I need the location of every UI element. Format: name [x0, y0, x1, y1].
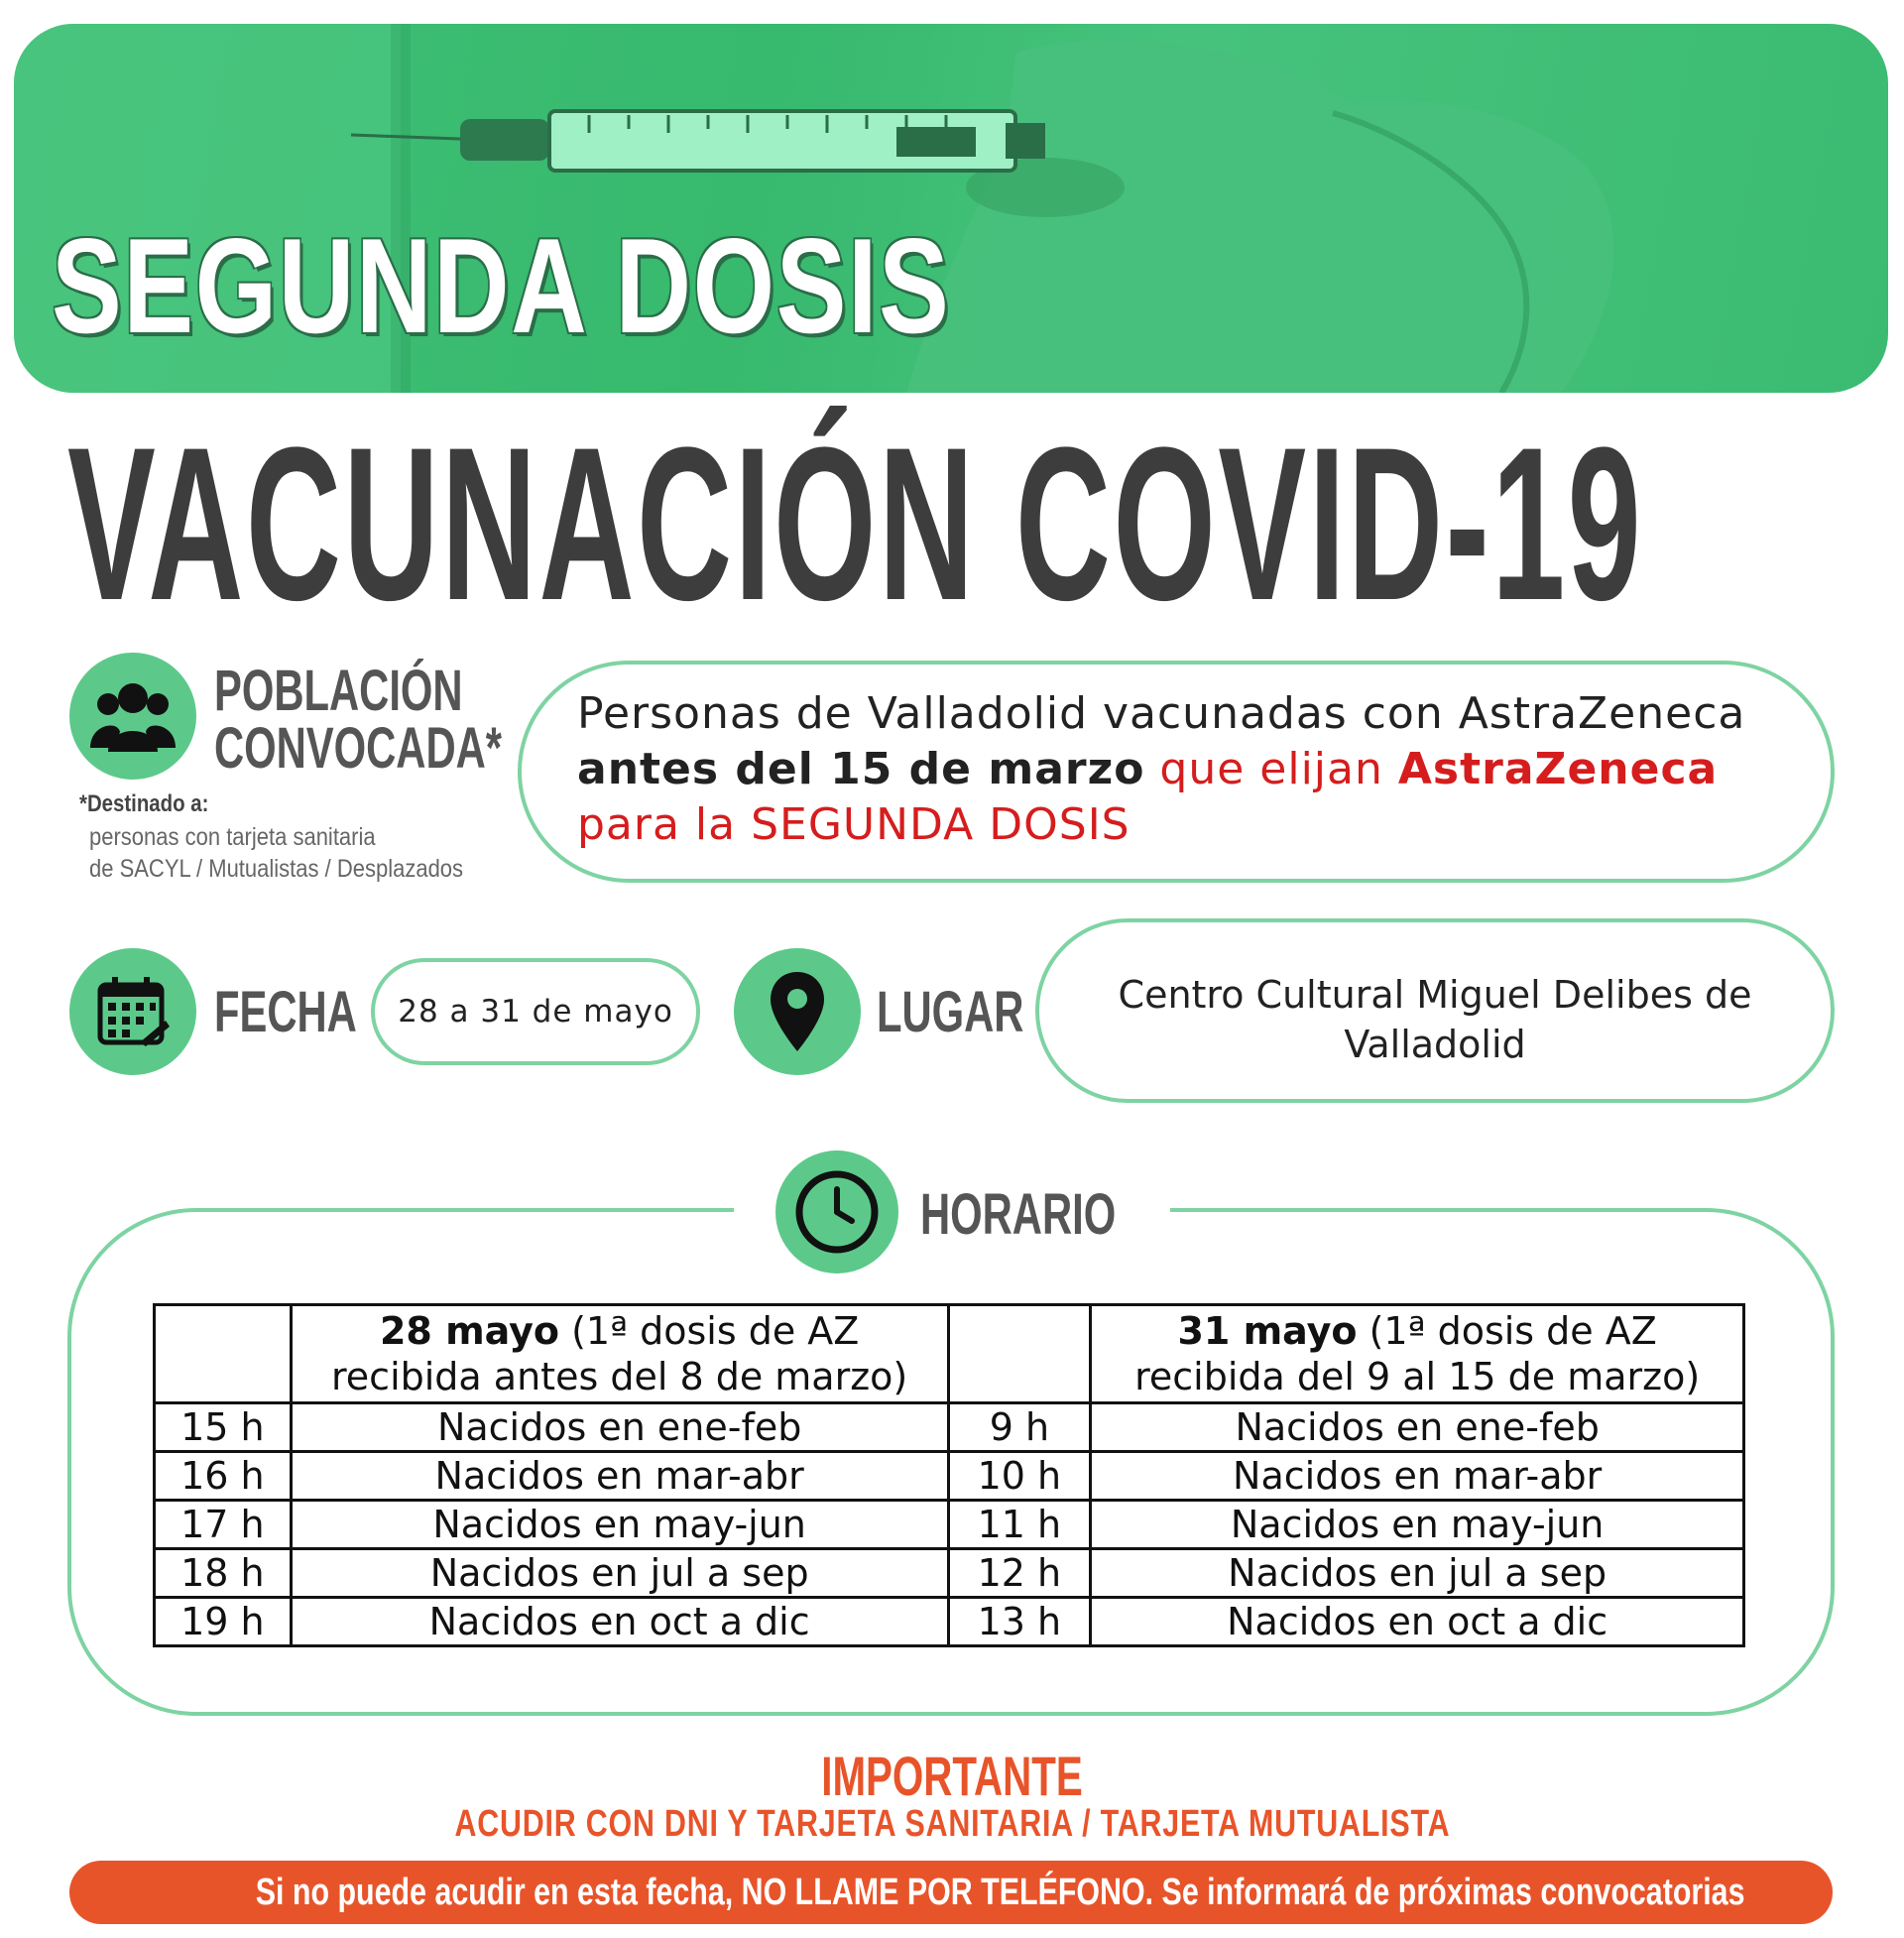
- poblacion-text-line2: [577, 742, 1767, 797]
- poblacion-date-condition: antes del 15 de marzo: [577, 744, 1145, 794]
- horario-label: HORARIO: [920, 1182, 1117, 1247]
- hour-cell: 18 h: [155, 1549, 292, 1598]
- people-group-icon: [69, 653, 196, 780]
- header-28-mayo-line2: recibida antes del 8 de marzo): [331, 1355, 908, 1398]
- hour-cell: 9 h: [948, 1403, 1091, 1452]
- group-cell: Nacidos en may-jun: [1091, 1501, 1744, 1549]
- table-row: [155, 1549, 1744, 1598]
- lugar-label: LUGAR: [877, 980, 1024, 1044]
- table-row: [155, 1452, 1744, 1501]
- fecha-value: 28 a 31 de mayo: [398, 994, 673, 1030]
- group-cell: Nacidos en mar-abr: [291, 1452, 948, 1501]
- header-31-mayo-date: 31 mayo: [1177, 1309, 1358, 1353]
- clock-icon: [775, 1151, 898, 1273]
- header-31-mayo: [1091, 1305, 1744, 1403]
- location-pin-icon: [734, 948, 861, 1075]
- group-cell: Nacidos en oct a dic: [1091, 1598, 1744, 1646]
- banner-title: SEGUNDA DOSIS: [52, 210, 951, 361]
- group-cell: Nacidos en jul a sep: [291, 1549, 948, 1598]
- group-cell: Nacidos en mar-abr: [1091, 1452, 1744, 1501]
- poblacion-vaccine-name: AstraZeneca: [1397, 744, 1719, 794]
- importante-heading: [0, 1744, 1904, 1808]
- poblacion-choice-text: que elijan: [1144, 744, 1398, 794]
- hour-cell: 11 h: [948, 1501, 1091, 1549]
- destinado-heading: *Destinado a:: [79, 790, 209, 817]
- header-empty-cell: [948, 1305, 1091, 1403]
- lugar-value-line2: Valladolid: [1344, 1023, 1526, 1066]
- group-cell: Nacidos en ene-feb: [1091, 1403, 1744, 1452]
- table-row: [155, 1501, 1744, 1549]
- header-31-mayo-note: (1ª dosis de AZ: [1357, 1309, 1657, 1353]
- footer-notice-bar: [69, 1861, 1833, 1924]
- poblacion-label-2: CONVOCADA*: [214, 716, 503, 781]
- schedule-table: [153, 1303, 1745, 1647]
- importante-title: IMPORTANTE: [821, 1745, 1083, 1807]
- table-row: [155, 1598, 1744, 1646]
- importante-instruction-text: ACUDIR CON DNI Y TARJETA SANITARIA / TARJETA MUTUALISTA: [454, 1803, 1450, 1845]
- header-28-mayo-note: (1ª dosis de AZ: [559, 1309, 860, 1353]
- poblacion-text-line3: para la SEGUNDA DOSIS: [577, 799, 1130, 850]
- header-31-mayo-line2: recibida del 9 al 15 de marzo): [1134, 1355, 1701, 1398]
- hour-cell: 19 h: [155, 1598, 292, 1646]
- group-cell: Nacidos en oct a dic: [291, 1598, 948, 1646]
- poblacion-description: [577, 686, 1767, 853]
- hour-cell: 12 h: [948, 1549, 1091, 1598]
- calendar-icon: [69, 948, 196, 1075]
- group-cell: Nacidos en may-jun: [291, 1501, 948, 1549]
- page-title: VACUNACIÓN COVID-19: [67, 402, 1644, 646]
- hour-cell: 13 h: [948, 1598, 1091, 1646]
- poblacion-text-line1: Personas de Valladolid vacunadas con AstraZeneca: [577, 688, 1746, 739]
- group-cell: Nacidos en ene-feb: [291, 1403, 948, 1452]
- fecha-pill: [371, 958, 700, 1065]
- hour-cell: 15 h: [155, 1403, 292, 1452]
- lugar-pill: [1035, 918, 1835, 1103]
- header-empty-cell: [155, 1305, 292, 1403]
- header-28-mayo: [291, 1305, 948, 1403]
- destinado-line-2: de SACYL / Mutualistas / Desplazados: [89, 855, 464, 883]
- header-28-mayo-date: 28 mayo: [379, 1309, 560, 1353]
- table-row: [155, 1403, 1744, 1452]
- schedule-header-row: [155, 1305, 1744, 1403]
- hour-cell: 17 h: [155, 1501, 292, 1549]
- fecha-label: FECHA: [214, 980, 357, 1044]
- hour-cell: 10 h: [948, 1452, 1091, 1501]
- footer-notice-text: Si no puede acudir en esta fecha, NO LLAME POR TELÉFONO. Se informará de próximas convocatorias: [255, 1872, 1745, 1913]
- hour-cell: 16 h: [155, 1452, 292, 1501]
- destinado-line-1: personas con tarjeta sanitaria: [89, 823, 376, 851]
- poblacion-label-1: POBLACIÓN: [214, 659, 463, 723]
- lugar-value-line1: Centro Cultural Miguel Delibes de: [1118, 973, 1752, 1017]
- group-cell: Nacidos en jul a sep: [1091, 1549, 1744, 1598]
- importante-instruction: [0, 1803, 1904, 1846]
